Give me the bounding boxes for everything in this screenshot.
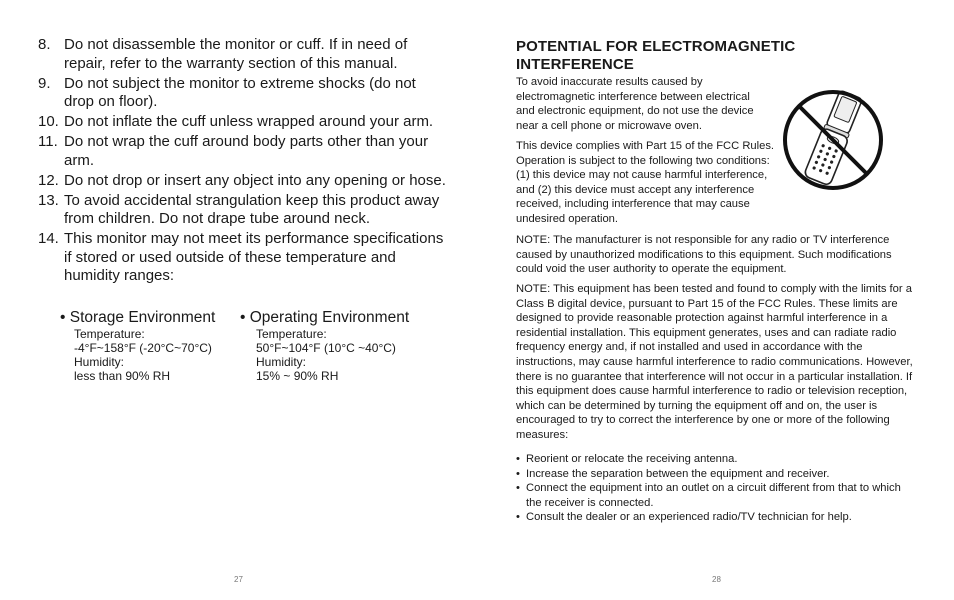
operating-humidity-label: Humidity: xyxy=(256,355,307,369)
bullet-icon: • xyxy=(516,467,520,480)
page-number: 27 xyxy=(234,575,243,584)
page-number: 28 xyxy=(712,575,721,584)
bullet-text: Reorient or relocate the receiving antenna. xyxy=(526,453,738,465)
item-text: To avoid accidental strangulation keep this product away from children. Do not drape tube around neck. xyxy=(64,191,440,227)
precautions-list xyxy=(38,36,448,287)
item-text: Do not disassemble the monitor or cuff. If in need of repair, refer to the warranty section of this manual. xyxy=(64,36,408,72)
list-item xyxy=(38,172,448,191)
item-text: Do not subject the monitor to extreme shocks (do not drop on floor). xyxy=(64,74,416,110)
operating-humidity-value: 15% ~ 90% RH xyxy=(256,369,339,383)
storage-heading: • Storage Environment xyxy=(60,309,216,326)
bullet-text: Increase the separation between the equipment and receiver. xyxy=(526,467,830,480)
list-item xyxy=(516,510,916,525)
bullet-icon: • xyxy=(516,453,520,465)
list-item xyxy=(38,113,448,132)
storage-temperature-value: -4°F~158°F (-20°C~70°C) xyxy=(74,341,212,355)
right-page xyxy=(477,0,954,600)
bullet-text: Connect the equipment into an outlet on a circuit different from that to which the receiver is connected. xyxy=(526,482,901,509)
operating-temperature-label: Temperature: xyxy=(256,327,327,341)
storage-humidity-value: less than 90% RH xyxy=(74,369,171,383)
item-number: 10. xyxy=(38,113,59,130)
item-number: 9. xyxy=(38,74,51,92)
paragraph-class-b-note: NOTE: This equipment has been tested and found to comply with the limits for a Class B digital device, pursuant to Part 15 of the FCC Rules. These limits are designed to provide reasonable protection against harmful interference in a residential installation. This equipment generates, uses and can radiate radio frequency energy and, if not installed and used in accordance with the instructions, may cause harmful interference to radio communications. However, there is no guarantee that interference will not occur in a particular installation. If this equipment does cause harmful interference to radio or television reception, which can be determined by turning the equipment off and on, the user is encouraged to try to correct the interference by one or more of the following measures: xyxy=(516,283,913,441)
storage-environment xyxy=(60,309,245,383)
list-item xyxy=(516,467,916,482)
bullet-icon: • xyxy=(516,511,520,524)
storage-humidity-label: Humidity: xyxy=(74,355,125,369)
paragraph-modification-note: NOTE: The manufacturer is not responsible for any radio or TV interference caused by unauthorized modifications to this equipment. Such modifications could void the user authority to operate the equipment. xyxy=(516,234,892,276)
paragraph-fcc-compliance: This device complies with Part 15 of the FCC Rules. Operation is subject to the following two conditions: (1) this device may not cause harmful interference, and (2) this device must accept any interference received, including interference that may cause undesired operation. xyxy=(516,140,775,225)
item-text: Do not wrap the cuff around body parts other than your arm. xyxy=(64,133,429,169)
list-item xyxy=(38,75,448,112)
no-cell-phone-icon xyxy=(781,77,885,203)
item-number: 13. xyxy=(38,191,59,209)
list-item xyxy=(516,452,916,467)
paragraph-interference-warning: To avoid inaccurate results caused by electromagnetic interference between electrical and electronic equipment, do not use the device near a cell phone or microwave oven. xyxy=(516,76,754,132)
list-item xyxy=(38,192,448,229)
operating-environment xyxy=(240,309,440,383)
item-number: 14. xyxy=(38,230,59,247)
item-text: This monitor may not meet its performance specifications if stored or used outside of these temperature and humidity ranges: xyxy=(64,230,444,284)
item-number: 8. xyxy=(38,36,51,53)
operating-temperature-value: 50°F~104°F (10°C ~40°C) xyxy=(256,341,396,355)
item-number: 12. xyxy=(38,171,59,189)
section-title: POTENTIAL FOR ELECTROMAGNETIC INTERFERENCE xyxy=(516,38,796,73)
measures-list xyxy=(516,452,916,525)
list-item xyxy=(516,481,916,510)
bullet-text: Consult the dealer or an experienced radio/TV technician for help. xyxy=(526,511,852,524)
operating-heading: • Operating Environment xyxy=(240,309,410,326)
item-number: 11. xyxy=(38,133,58,150)
item-text: Do not drop or insert any object into any opening or hose. xyxy=(64,171,446,189)
item-text: Do not inflate the cuff unless wrapped around your arm. xyxy=(64,113,434,130)
list-item xyxy=(38,36,448,73)
list-item xyxy=(38,133,448,170)
bullet-icon: • xyxy=(516,482,520,495)
storage-temperature-label: Temperature: xyxy=(74,327,145,341)
list-item xyxy=(38,230,448,286)
